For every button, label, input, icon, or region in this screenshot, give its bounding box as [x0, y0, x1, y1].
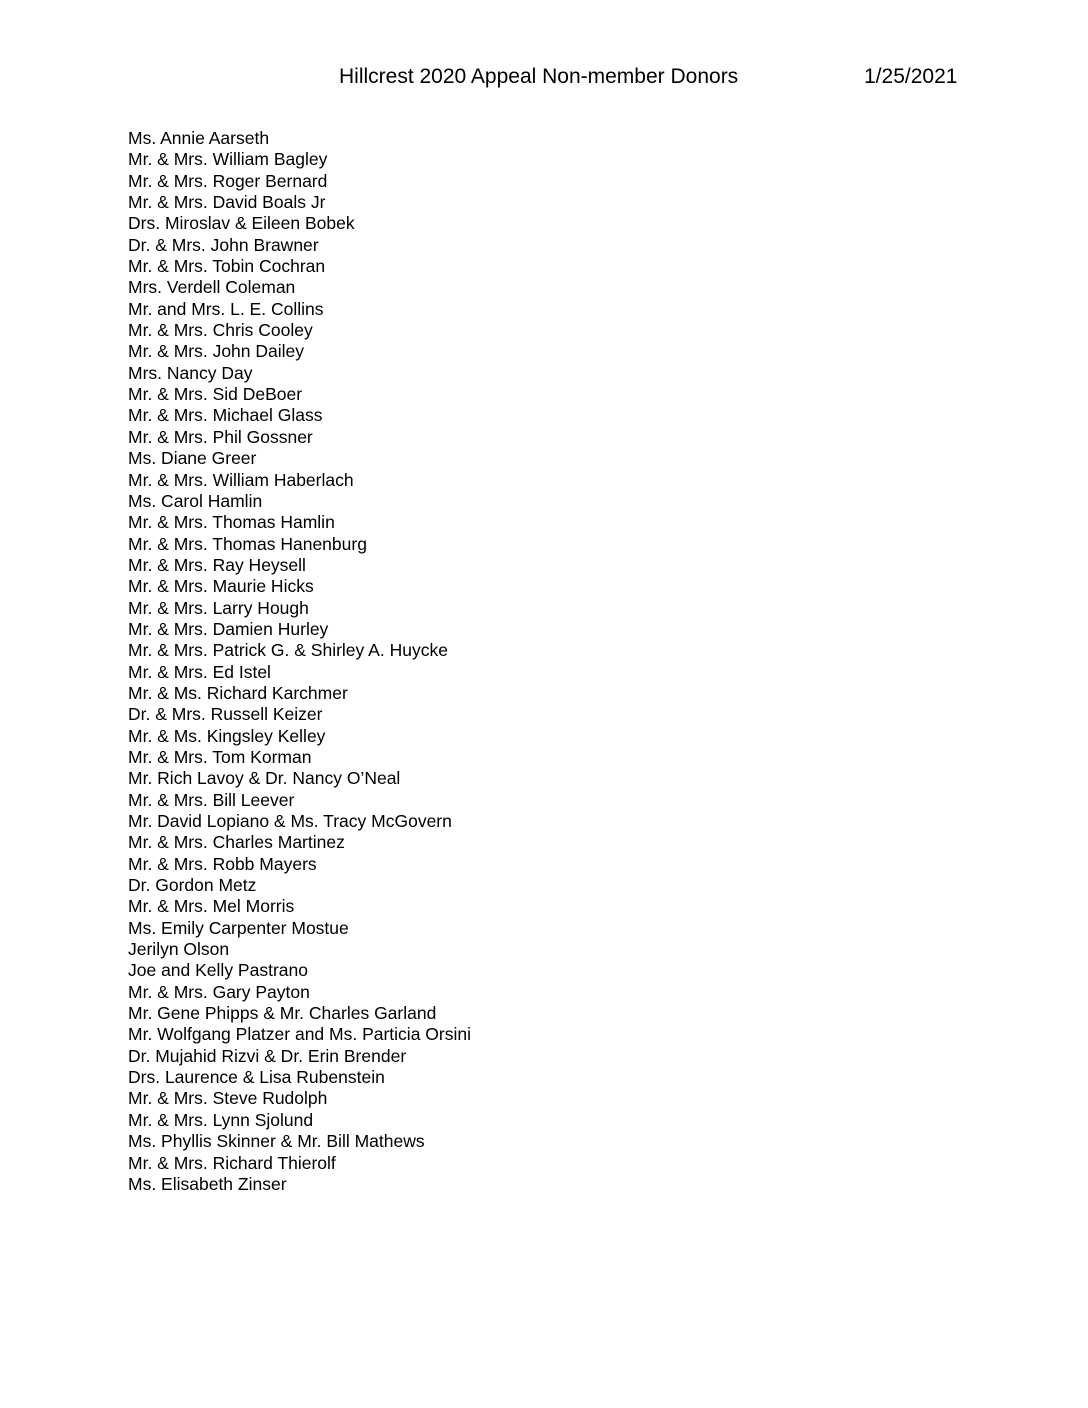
- donor-name: Mr. & Mrs. Patrick G. & Shirley A. Huycke: [128, 640, 448, 661]
- donor-name: Mr. & Mrs. Richard Thierolf: [128, 1152, 336, 1173]
- donor-name: Mr. & Mrs. Thomas Hamlin: [128, 512, 335, 533]
- donor-name: Mr. & Mrs. Maurie Hicks: [128, 576, 314, 597]
- donor-name: Ms. Elisabeth Zinser: [128, 1173, 287, 1194]
- donor-name: Ms. Phyllis Skinner & Mr. Bill Mathews: [128, 1131, 425, 1152]
- document-date: 1/25/2021: [864, 65, 958, 88]
- donor-name: Ms. Diane Greer: [128, 448, 257, 469]
- donor-name: Mr. & Mrs. Mel Morris: [128, 896, 295, 917]
- donor-name: Mr. & Mrs. Ray Heysell: [128, 554, 306, 575]
- donor-name: Mr. & Mrs. William Haberlach: [128, 469, 354, 490]
- donor-name: Mr. & Ms. Richard Karchmer: [128, 682, 348, 703]
- donor-name: Mr. Gene Phipps & Mr. Charles Garland: [128, 1003, 437, 1024]
- donor-name: Dr. Gordon Metz: [128, 875, 257, 896]
- donor-name: Mr. & Mrs. Thomas Hanenburg: [128, 533, 367, 554]
- donor-name: Mr. & Mrs. Tobin Cochran: [128, 256, 326, 277]
- donor-name: Mr. & Mrs. Roger Bernard: [128, 170, 328, 191]
- donor-name: Mr. & Mrs. John Dailey: [128, 341, 305, 362]
- donor-name: Mr. & Mrs. Chris Cooley: [128, 320, 313, 341]
- donor-name: Mr. & Mrs. Bill Leever: [128, 789, 295, 810]
- donor-name: Mr. and Mrs. L. E. Collins: [128, 298, 324, 319]
- donor-name: Mr. & Mrs. Tom Korman: [128, 746, 312, 767]
- donor-name: Mr. & Mrs. Charles Martinez: [128, 832, 345, 853]
- donor-name: Mr. David Lopiano & Ms. Tracy McGovern: [128, 811, 452, 831]
- donor-name: Ms. Emily Carpenter Mostue: [128, 917, 349, 938]
- donor-name: Drs. Miroslav & Eileen Bobek: [128, 213, 355, 234]
- donor-name: Mr. & Mrs. William Bagley: [128, 149, 328, 170]
- donor-name: Mr. & Mrs. Steve Rudolph: [128, 1088, 328, 1109]
- donor-name: Mr. Rich Lavoy & Dr. Nancy O’Neal: [128, 768, 401, 789]
- donor-name: Mr. & Mrs. Ed Istel: [128, 661, 271, 682]
- donor-name: Mrs. Verdell Coleman: [128, 277, 296, 298]
- donor-name: Jerilyn Olson: [128, 939, 230, 960]
- donor-list: [128, 128, 471, 1195]
- donor-name: Mr. & Mrs. Michael Glass: [128, 405, 323, 426]
- donor-name: Drs. Laurence & Lisa Rubenstein: [128, 1067, 385, 1088]
- donor-name: Mr. & Mrs. Sid DeBoer: [128, 384, 303, 405]
- donor-name: Mr. & Mrs. Damien Hurley: [128, 618, 329, 639]
- donor-name: Mr. & Ms. Kingsley Kelley: [128, 725, 326, 746]
- donor-name: Dr. Mujahid Rizvi & Dr. Erin Brender: [128, 1045, 407, 1066]
- donor-name: Mr. Wolfgang Platzer and Ms. Particia Orsini: [128, 1024, 471, 1045]
- donor-name: Mr. & Mrs. Lynn Sjolund: [128, 1109, 314, 1130]
- document-title: Hillcrest 2020 Appeal Non-member Donors: [339, 65, 739, 88]
- donor-name: Mr. & Mrs. Gary Payton: [128, 981, 310, 1002]
- donor-name: Dr. & Mrs. John Brawner: [128, 234, 319, 255]
- donor-name: Mr. & Mrs. Phil Gossner: [128, 426, 313, 447]
- donor-name: Ms. Annie Aarseth: [128, 128, 270, 148]
- donor-name: Mr. & Mrs. Larry Hough: [128, 597, 309, 618]
- donor-name: Dr. & Mrs. Russell Keizer: [128, 704, 323, 725]
- donor-name: Mrs. Nancy Day: [128, 362, 253, 383]
- donor-name: Mr. & Mrs. David Boals Jr: [128, 192, 326, 213]
- donor-name: Mr. & Mrs. Robb Mayers: [128, 853, 317, 874]
- donor-name: Joe and Kelly Pastrano: [128, 960, 308, 981]
- donor-name: Ms. Carol Hamlin: [128, 490, 263, 511]
